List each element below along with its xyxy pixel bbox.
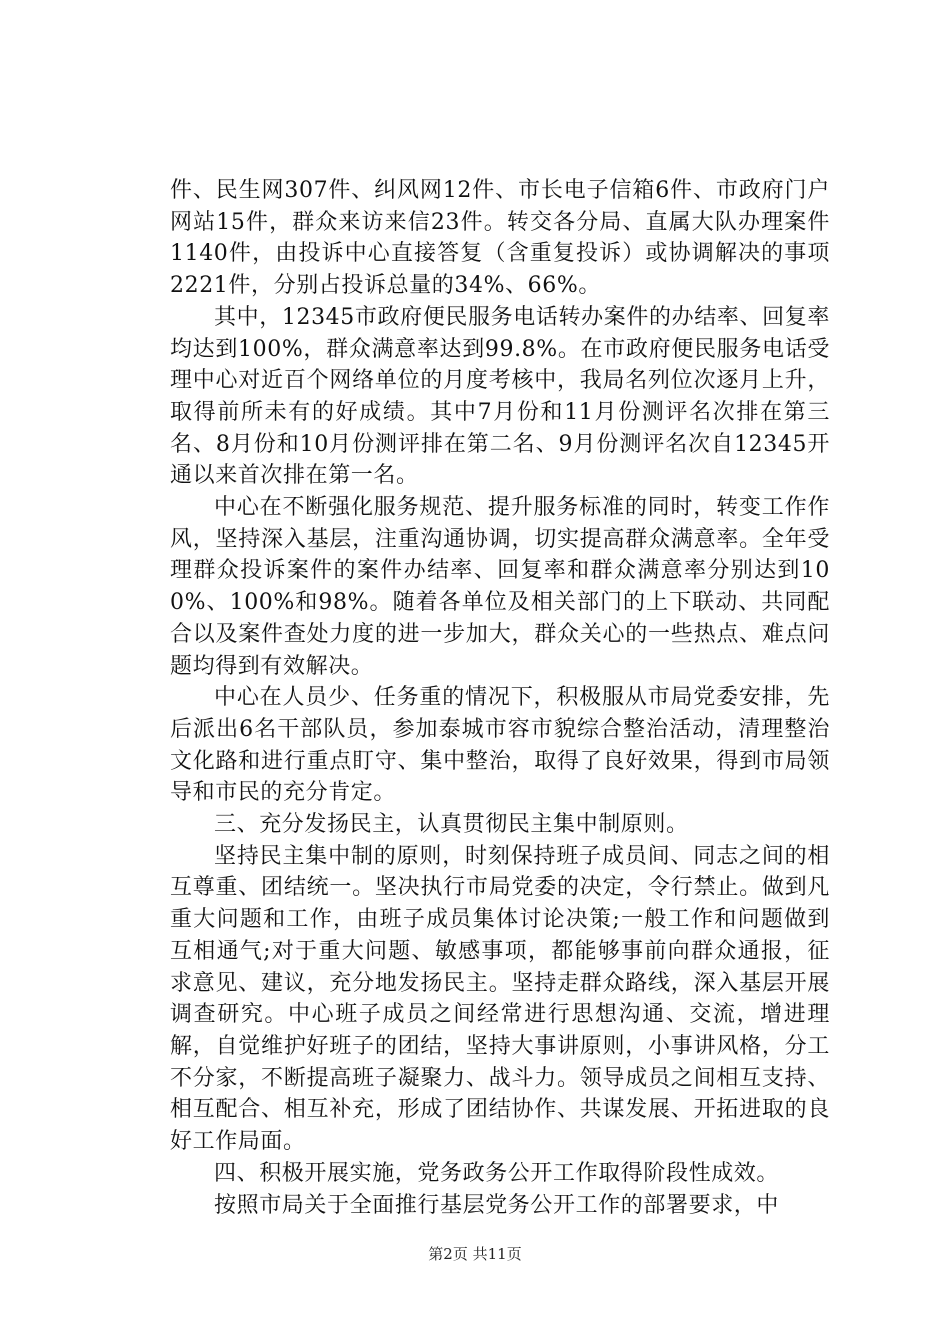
paragraph-continued: 件、民生网307件、纠风网12件、市长电子信箱6件、市政府门户网站15件，群众来访来信23件。转交各分局、直属大队办理案件1140件，由投诉中心直接答复（含重复投诉）或协调解决的事项2221件，分别占投诉总量的34%、66%。 bbox=[170, 178, 830, 299]
document-body bbox=[170, 175, 830, 1221]
paragraph-hotline-results: 其中，12345市政府便民服务电话转办案件的办结率、回复率均达到100%，群众满意率达到99.8%。在市政府便民服务电话受理中心对近百个网络单位的月度考核中，我局名列位次逐月上升，取得前所未有的好成绩。其中7月份和11月份测评名次排在第三名、8月份和10月份测评排在第二名、9月份测评名次自12345开通以来首次排在第一名。 bbox=[170, 304, 830, 489]
paragraph-city-rectification: 中心在人员少、任务重的情况下，积极服从市局党委安排，先后派出6名干部队员，参加泰城市容市貌综合整治活动，清理整治文化路和进行重点盯守、集中整治，取得了良好效果，得到市局领导和市民的充分肯定。 bbox=[170, 685, 830, 806]
paragraph-democratic-centralism: 坚持民主集中制的原则，时刻保持班子成员间、同志之间的相互尊重、团结统一。坚决执行市局党委的决定，令行禁止。做到凡重大问题和工作，由班子成员集体讨论决策;一般工作和问题做到互相通气;对于重大问题、敏感事项，都能够事前向群众通报，征求意见、建议，充分地发扬民主。坚持走群众路线，深入基层开展调查研究。中心班子成员之间经常进行思想沟通、交流，增进理解，自觉维护好班子的团结，坚持大事讲原则，小事讲风格，分工不分家，不断提高班子凝聚力、战斗力。领导成员之间相互支持、相互配合、相互补充，形成了团结协作、共谋发展、开拓进取的良好工作局面。 bbox=[170, 843, 830, 1155]
paragraph-service-standards: 中心在不断强化服务规范、提升服务标准的同时，转变工作作风，坚持深入基层，注重沟通协调，切实提高群众满意率。全年受理群众投诉案件的案件办结率、回复率和群众满意率分别达到100%、100%和98%。随着各单位及相关部门的上下联动、共同配合以及案件查处力度的进一步加大，群众关心的一些热点、难点问题均得到有效解决。 bbox=[170, 495, 830, 679]
paragraph-disclosure-start: 按照市局关于全面推行基层党务公开工作的部署要求，中 bbox=[214, 1192, 780, 1218]
section-heading-democracy: 三、充分发扬民主，认真贯彻民主集中制原则。 bbox=[214, 812, 689, 838]
page-number-footer: 第2页 共11页 bbox=[428, 1245, 522, 1263]
section-heading-disclosure: 四、积极开展实施，党务政务公开工作取得阶段性成效。 bbox=[214, 1160, 780, 1186]
